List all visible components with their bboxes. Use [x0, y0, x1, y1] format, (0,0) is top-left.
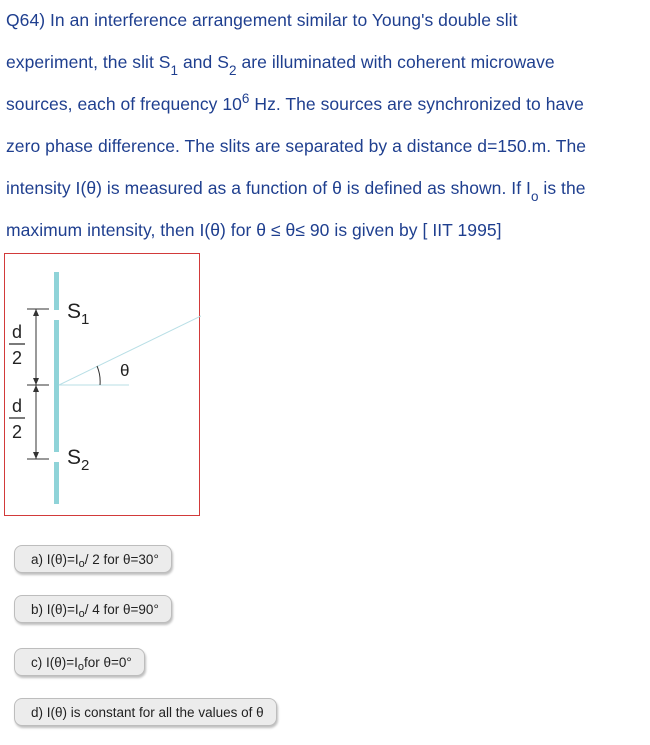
question-line-4: zero phase difference. The slits are separated by a distance d=150.m. The	[6, 136, 587, 156]
slit-barrier-bottom	[54, 462, 59, 504]
slit-s1-label: $S_1$	[67, 300, 90, 328]
arrow-down-icon	[33, 452, 39, 459]
question-line-2: experiment, the slit $S_1$ and $S_2$ are illuminated with coherent microwave	[6, 52, 555, 78]
question-line-3: sources, each of frequency $10^6$ Hz. The sources are synchronized to have	[6, 91, 584, 114]
double-slit-diagram	[5, 254, 201, 517]
fraction-bottom-denominator: 2	[11, 422, 23, 442]
arrow-down-icon	[33, 378, 39, 385]
arrow-up-icon	[33, 385, 39, 392]
slit-barrier-top	[54, 272, 59, 310]
option-a-button[interactable]: a) I(θ)=I o / 2 for θ=30°	[14, 545, 172, 573]
slit-barrier-middle	[54, 320, 59, 452]
question-line-1: Q64) In an interference arrangement similar to Young's double slit	[6, 10, 518, 30]
fraction-top-denominator: 2	[11, 348, 23, 368]
question-line-6: maximum intensity, then I(θ) for θ ≤ θ≤ 90 is given by [ IIT 1995]	[6, 220, 502, 240]
fraction-top-numerator: d	[11, 322, 23, 342]
option-b-button[interactable]: b) I(θ)=I o / 4 for θ=90°	[14, 595, 172, 623]
option-c-button[interactable]: c) I(θ)=I o for θ=0°	[14, 648, 145, 676]
question-line-5: intensity I(θ) is measured as a function of θ is defined as shown. If $I_o$ is the	[6, 178, 586, 204]
double-slit-figure	[4, 253, 200, 516]
option-d-button[interactable]: d) I(θ) is constant for all the values of θ	[14, 698, 277, 726]
fraction-bottom-numerator: d	[11, 396, 23, 416]
arrow-up-icon	[33, 309, 39, 316]
theta-label: θ	[120, 361, 130, 380]
slit-s2-label: $S_2$	[67, 446, 90, 474]
theta-arc	[97, 366, 100, 385]
